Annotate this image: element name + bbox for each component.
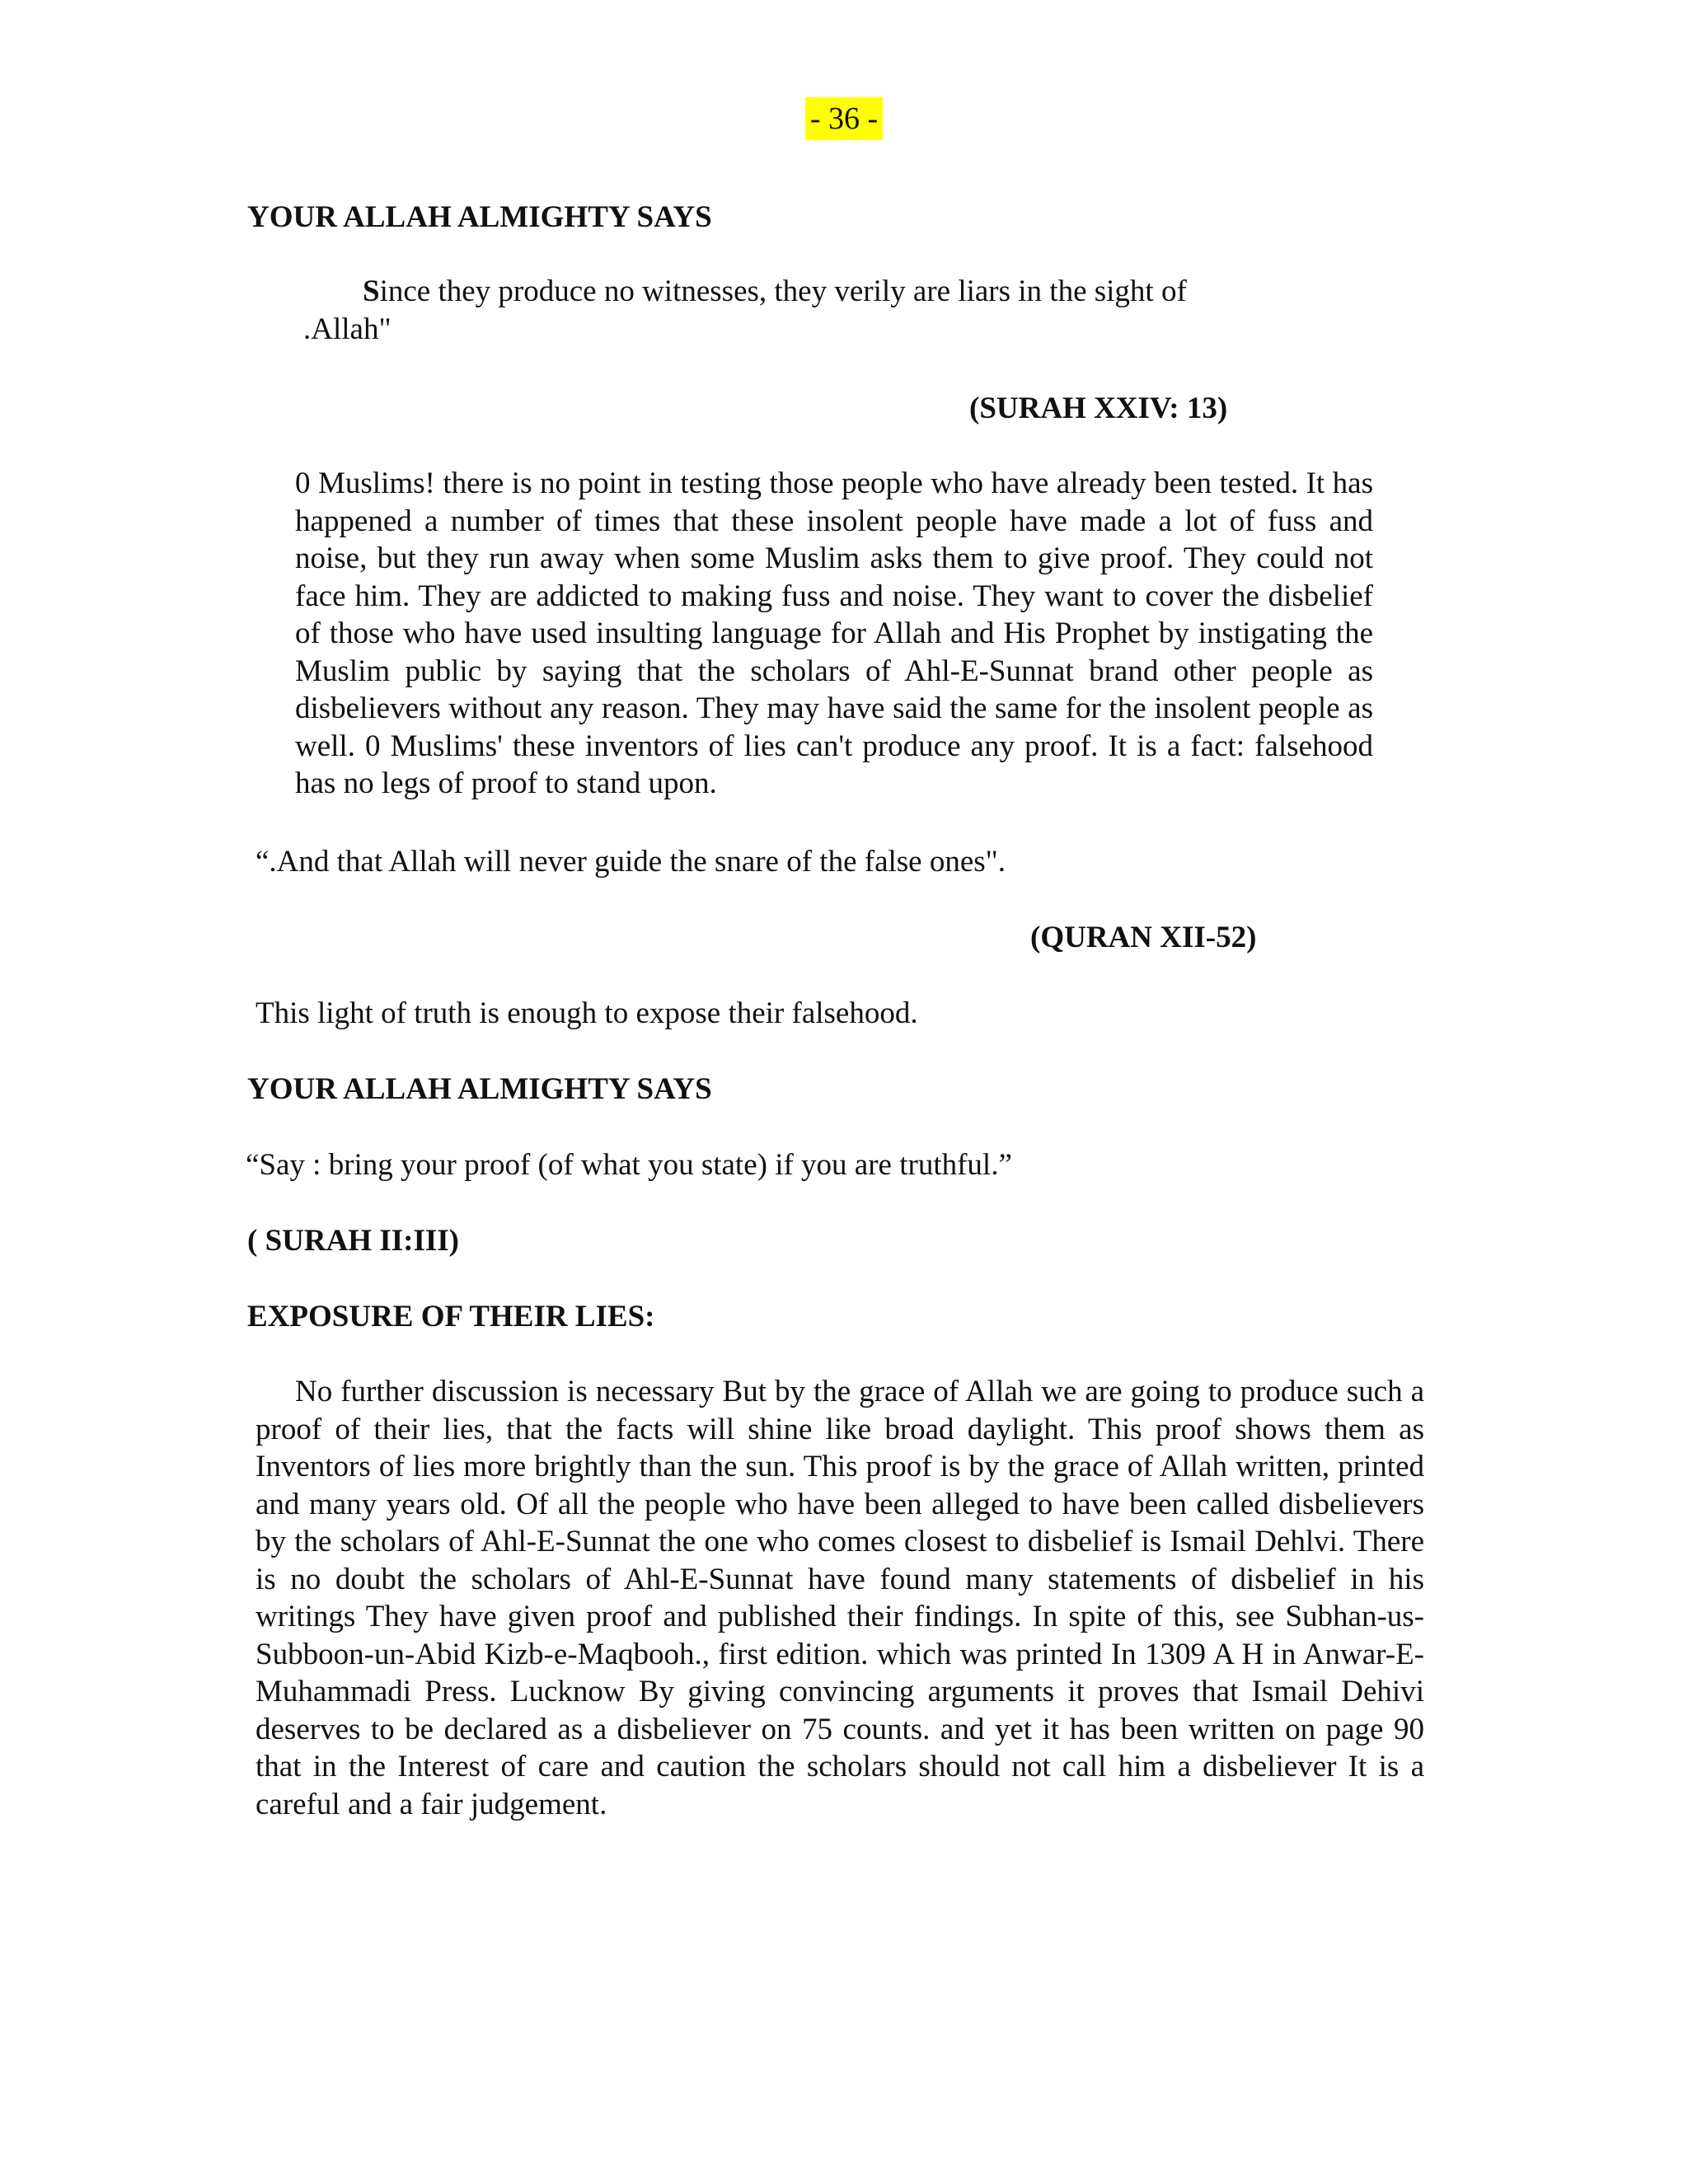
- truth-line: This light of truth is enough to expose their falsehood.: [256, 996, 918, 1030]
- body-paragraph-1: 0 Muslims! there is no point in testing those people who have already been tested. It has happened a number of times that these insolent people have made a lot of fuss and noise, but they run away when some Muslim asks them to give proof. They could not face him. They are addicted to making fuss and noise. They want to cover the disbelief of those who have used insulting language for Allah and His Prophet by instigating the Muslim public by saying that the scholars of Ahl-E-Sunnat brand other people as disbelievers without any reason. They may have said the same for the insolent people as well. 0 Muslims' these inventors of lies can't produce any proof. It is a fact: falsehood has no legs of proof to stand upon.: [295, 466, 1373, 800]
- page-number: - 36 -: [805, 97, 883, 140]
- section-heading-3: EXPOSURE OF THEIR LIES:: [247, 1300, 655, 1333]
- quote-false-ones: “.And that Allah will never guide the snare of the false ones".: [256, 845, 1006, 879]
- section-heading-2: YOUR ALLAH ALMIGHTY SAYS: [247, 1072, 712, 1106]
- surah-reference-2: ( SURAH II:III): [247, 1224, 459, 1258]
- body-paragraph-2: No further discussion is necessary But by the grace of Allah we are going to produce such a proof of their lies, that the facts will shine like broad daylight. This proof shows them as Inventors of lies more brightly than the sun. This proof is by the grace of Allah written, printed and many years old. Of all the people who have been alleged to have been called disbelievers by the scholars of Ahl-E-Sunnat the one who comes closest to disbelief is Ismail Dehlvi. There is no doubt the scholars of Ahl-E-Sunnat have found many statements of disbelief in his writings They have given proof and published their findings. In spite of this, see Subhan-us- Subboon-un-Abid Kizb-e-Maqbooh., first edition. which was printed In 1309 A H in Anwar-E-Muhammadi Press. Lucknow By giving convincing arguments it proves that Ismail Dehivi deserves to be declared as a disbeliever on 75 counts. and yet it has been written on page 90 that in the Interest of care and caution the scholars should not call him a disbeliever It is a careful and a fair judgement.: [256, 1375, 1424, 1821]
- quote-text: ince they produce no witnesses, they verily are liars in the sight of: [379, 274, 1187, 308]
- surah-reference-1: (SURAH XXIV: 13): [969, 391, 1228, 425]
- quote-first-letter: S: [363, 274, 380, 308]
- page-number-container: [0, 97, 1688, 140]
- quote-line-1: [363, 272, 1187, 312]
- quran-reference: (QURAN XII-52): [1030, 921, 1257, 954]
- quote-line-2: .Allah": [303, 312, 392, 346]
- section-heading-1: YOUR ALLAH ALMIGHTY SAYS: [247, 200, 712, 234]
- quote-bring-proof: “Say : bring your proof (of what you state) if you are truthful.”: [246, 1148, 1012, 1182]
